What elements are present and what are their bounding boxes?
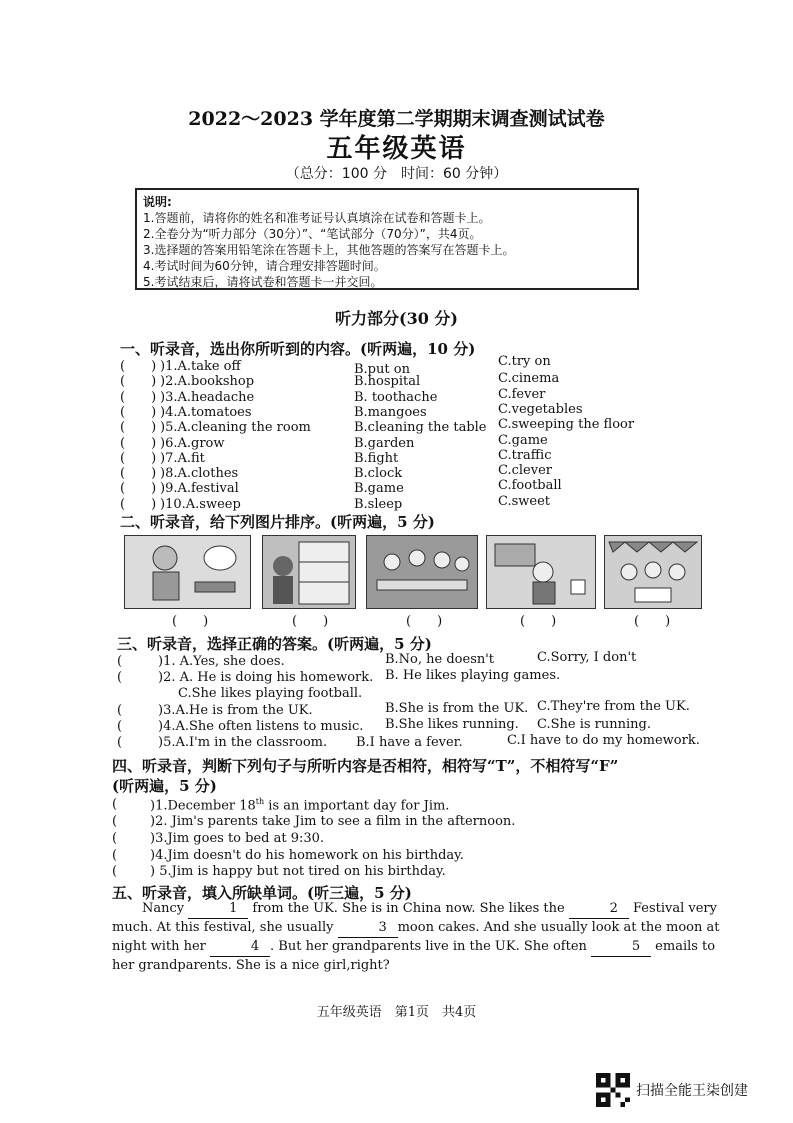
answer-paren: ( ): [120, 420, 157, 436]
q3-2-option-b: B. He likes playing games.: [385, 668, 561, 683]
section1-title: 一、听录音，选出你所听到的内容。(听两遍，10 分): [120, 340, 476, 358]
option-b: B.cleaning the table: [354, 420, 487, 436]
blank-1: 1: [188, 900, 248, 919]
option-a: )8.A.clothes: [160, 466, 239, 482]
instruction-item: 3.选择题的答案用铅笔涂在答题卡上，其他答题的答案写在答题卡上。: [143, 243, 515, 257]
q3-1-option-b: B.No, he doesn't: [385, 652, 495, 667]
picture-2-answer: ( ): [292, 614, 329, 629]
option-c: C.sweet: [498, 493, 551, 509]
blank-3: 3: [338, 919, 398, 938]
blank-5: 5: [591, 938, 651, 957]
picture-3-answer: ( ): [406, 614, 443, 629]
fridge-food-illustration: [263, 536, 355, 608]
answer-paren: ( ): [120, 481, 157, 497]
option-b: B.put on: [354, 362, 410, 377]
picture-1-answer: ( ): [172, 614, 209, 629]
option-a: )6.A.grow: [160, 435, 225, 451]
passage-text: Nancy: [142, 901, 185, 916]
passage-text: Festival very much. At this festival, she usually: [112, 901, 717, 935]
answer-paren: (: [117, 719, 123, 734]
q3-2-option-a: )2. A. He is doing his homework.: [158, 670, 374, 685]
option-c: C.traffic: [498, 447, 552, 463]
q4-1: [150, 797, 449, 813]
page-footer: 五年级英语 第1页 共4页: [316, 1005, 477, 1020]
answer-paren: (: [117, 735, 123, 750]
option-a: )3.A.headache: [160, 389, 255, 405]
picture-5-answer: ( ): [634, 614, 671, 629]
q3-5-option-c: C.I have to do my homework.: [507, 733, 700, 748]
answer-paren: (: [112, 797, 118, 812]
instructions-box: [135, 188, 639, 290]
option-a: )1.A.take off: [160, 359, 241, 374]
q4-2: )2. Jim's parents take Jim to see a film in the afternoon.: [150, 814, 516, 829]
instruction-item: 1.答题前，请将你的姓名和准考证号认真填涂在试卷和答题卡上。: [143, 211, 491, 225]
q4-4: )4.Jim doesn't do his homework on his birthday.: [150, 848, 464, 863]
q3-5-option-b: B.I have a fever.: [356, 735, 463, 750]
option-b: B.mangoes: [354, 404, 427, 420]
answer-paren: (: [112, 831, 118, 846]
answer-paren: (: [117, 670, 123, 685]
option-a: )5.A.cleaning the room: [160, 420, 311, 436]
option-a: )2.A.bookshop: [160, 374, 255, 390]
picture-3: [366, 535, 478, 609]
passage-text: emails to her grandparents. She is a nice girl,right?: [112, 939, 716, 973]
q4-1-text: )1.December 18: [150, 798, 256, 814]
birthday-party-illustration: [605, 536, 701, 608]
option-c: C.vegetables: [498, 401, 583, 417]
q4-1-text-end: is an important day for Jim.: [264, 798, 450, 814]
option-b: B.clock: [354, 466, 403, 482]
subject-title: 五年级英语: [326, 134, 467, 164]
option-c: C.sweeping the floor: [498, 417, 635, 433]
option-a: )7.A.fit: [160, 450, 205, 466]
q3-4-option-c: C.She is running.: [537, 717, 651, 732]
qr-code-icon: [596, 1073, 630, 1107]
sick-child-illustration: [125, 536, 250, 608]
q3-3-option-b: B.She is from the UK.: [385, 701, 529, 716]
q3-3-option-c: C.They're from the UK.: [537, 699, 690, 714]
child-cleaning-illustration: [487, 536, 595, 608]
answer-paren: ( ): [120, 435, 157, 451]
picture-4: [486, 535, 596, 609]
option-a: )10.A.sweep: [160, 496, 241, 512]
picture-2: [262, 535, 356, 609]
passage-text: . But her grandparents live in the UK. She often: [270, 939, 587, 954]
score-time-line: （总分：100 分 时间：60 分钟）: [285, 166, 508, 182]
blank-4: 4: [210, 938, 270, 957]
picture-5: [604, 535, 702, 609]
family-dinner-illustration: [367, 536, 477, 608]
q4-3: )3.Jim goes to bed at 9:30.: [150, 831, 325, 846]
passage-text: moon cakes. And she usually look at the moon at night with her: [112, 920, 720, 954]
instruction-item: 4.考试时间为60分钟，请合理安排答题时间。: [143, 259, 386, 273]
q3-1-option-c: C.Sorry, I don't: [537, 650, 637, 665]
q3-1-option-a: )1. A.Yes, she does.: [158, 654, 285, 669]
answer-paren: (: [112, 814, 118, 829]
blank-2: 2: [569, 900, 629, 919]
instructions-title: 说明:: [143, 195, 172, 209]
passage-text: from the UK. She is in China now. She likes the: [252, 901, 565, 916]
option-c: C.try on: [498, 354, 551, 369]
answer-paren: ( ): [120, 374, 157, 390]
scanner-watermark: 扫描全能王柒创建: [636, 1083, 748, 1099]
answer-paren: (: [117, 654, 123, 669]
answer-paren: (: [112, 864, 118, 879]
option-a: )9.A.festival: [160, 481, 239, 497]
option-b: B.fight: [354, 450, 399, 466]
q3-4-option-a: )4.A.She often listens to music.: [158, 719, 364, 734]
instruction-item: 5.考试结束后，请将试卷和答题卡一并交回。: [143, 275, 383, 289]
section4-title-line2: (听两遍，5 分): [112, 777, 217, 795]
option-b: B.sleep: [354, 496, 403, 512]
q3-2-option-c: C.She likes playing football.: [178, 686, 363, 701]
section3-title: 三、听录音，选择正确的答案。(听两遍，5 分): [117, 635, 432, 653]
q4-5: ) 5.Jim is happy but not tired on his birthday.: [150, 864, 446, 879]
answer-paren: (: [117, 703, 123, 718]
answer-paren: ( ): [120, 389, 157, 405]
option-c: C.cinema: [498, 371, 560, 387]
q3-4-option-b: B.She likes running.: [385, 717, 519, 732]
answer-paren: ( ): [120, 496, 157, 512]
option-b: B.game: [354, 481, 404, 497]
option-c: C.game: [498, 432, 548, 448]
option-b: B.garden: [354, 435, 415, 451]
q3-3-option-a: )3.A.He is from the UK.: [158, 703, 313, 718]
answer-paren: ( ): [120, 450, 157, 466]
option-c: C.clever: [498, 463, 552, 479]
option-c: C.fever: [498, 386, 546, 402]
instruction-item: 2.全卷分为“听力部分（30分）”、“笔试部分（70分）”，共4页。: [143, 227, 482, 241]
section2-title: 二、听录音，给下列图片排序。(听两遍，5 分): [120, 513, 435, 531]
option-b: B.hospital: [354, 374, 421, 390]
option-b: B. toothache: [354, 389, 438, 405]
q4-1-sup: th: [255, 797, 265, 806]
answer-paren: ( ): [120, 466, 157, 482]
fill-in-passage: [112, 900, 724, 975]
q3-5-option-a: )5.A.I'm in the classroom.: [158, 735, 328, 750]
section4-title: 四、听录音，判断下列句子与所听内容是否相符，相符写“T”，不相符写“F”: [112, 757, 619, 775]
listening-part-title: 听力部分(30 分): [335, 309, 458, 328]
option-a: )4.A.tomatoes: [160, 404, 252, 420]
section5-title: 五、听录音，填入所缺单词。(听三遍，5 分): [112, 884, 412, 902]
answer-paren: (: [112, 848, 118, 863]
answer-paren: ( ): [120, 359, 157, 374]
exam-title: 2022～2023 学年度第二学期期末调查测试试卷: [188, 108, 605, 130]
picture-1: [124, 535, 251, 609]
picture-4-answer: ( ): [520, 614, 557, 629]
option-c: C.football: [498, 478, 562, 494]
answer-paren: ( ): [120, 404, 157, 420]
